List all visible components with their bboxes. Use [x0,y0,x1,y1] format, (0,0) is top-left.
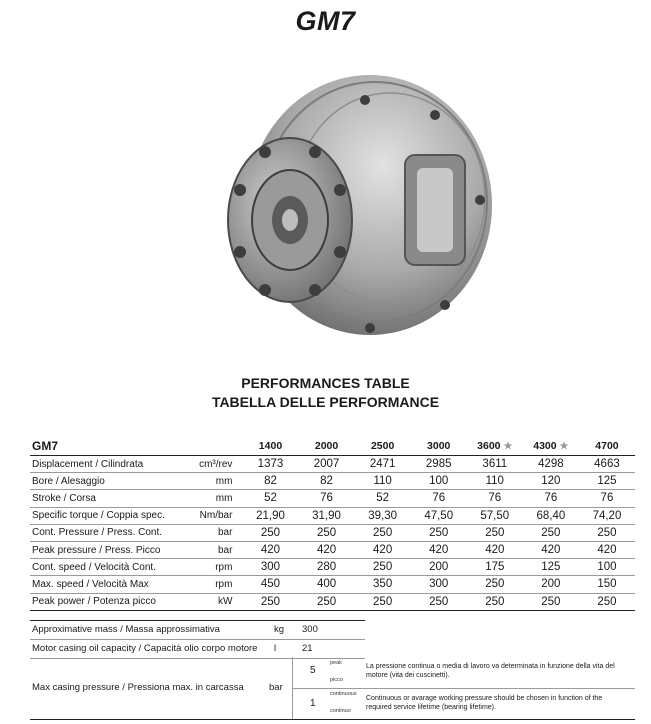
table-cell: 4663 [579,456,635,473]
star-icon: ★ [503,441,513,452]
table-row [30,541,635,558]
table-cell: 110 [355,473,411,490]
row-label: Max. speed / Velocità Max [30,576,178,593]
table-cell: 76 [411,490,467,507]
column-header: 2500 [355,437,411,456]
table-cell: 74,20 [579,507,635,524]
peak-value: 5 [310,665,316,676]
mass-label: Approximative mass / Massa approssimativa [32,624,220,635]
max-pressure-label: Max casing pressure / Pressiona max. in carcassa [32,682,244,693]
table-cell: 57,50 [467,507,523,524]
table-cell: 110 [467,473,523,490]
row-unit: mm [178,490,243,507]
column-header: 4700 [579,437,635,456]
table-cell: 2471 [355,456,411,473]
table-cell: 250 [411,593,467,610]
table-cell: 420 [579,541,635,558]
table-cell: 76 [523,490,579,507]
table-cell: 82 [299,473,355,490]
table-cell: 250 [242,593,298,610]
table-cell: 68,40 [523,507,579,524]
row-unit: cm³/rev [178,456,243,473]
table-cell: 250 [579,593,635,610]
continuous-tag-it: continuo [330,708,351,714]
row-unit: bar [178,524,243,541]
table-cell: 420 [355,541,411,558]
table-cell: 250 [579,524,635,541]
max-casing-pressure-block [30,657,635,720]
continuous-value: 1 [310,698,316,709]
table-cell: 120 [523,473,579,490]
table-cell: 125 [579,473,635,490]
table-cell: 350 [355,576,411,593]
table-title-en: PERFORMANCES TABLE [241,375,410,391]
row-label: Cont. speed / Velocità Cont. [30,559,178,576]
star-icon: ★ [559,441,569,452]
table-cell: 52 [355,490,411,507]
table-row [30,559,635,576]
hydraulic-motor-image [205,60,505,360]
table-cell: 82 [242,473,298,490]
table-cell: 420 [299,541,355,558]
table-cell: 3611 [467,456,523,473]
table-cell: 21,90 [242,507,298,524]
performance-table [30,437,635,611]
table-title-it: TABELLA DELLE PERFORMANCE [211,394,440,410]
table-cell: 250 [523,593,579,610]
table-cell: 450 [242,576,298,593]
oil-label: Motor casing oil capacity / Capacità olio corpo motore [32,643,258,654]
table-cell: 250 [467,593,523,610]
table-cell: 175 [467,559,523,576]
divider [292,688,635,689]
table-cell: 250 [355,524,411,541]
table-cell: 250 [355,593,411,610]
table-cell: 150 [579,576,635,593]
table-cell: 200 [523,576,579,593]
row-label: Bore / Alesaggio [30,473,178,490]
mass-row [30,620,365,640]
row-label: Displacement / Cilindrata [30,456,178,473]
table-cell: 125 [523,559,579,576]
row-unit: bar [178,541,243,558]
continuous-tag-en: continuous [330,691,357,697]
table-row [30,473,635,490]
table-cell: 76 [579,490,635,507]
table-row [30,593,635,610]
table-cell: 300 [411,576,467,593]
page-title: GM7 [295,6,356,36]
table-cell: 250 [242,524,298,541]
row-unit: mm [178,473,243,490]
table-cell: 250 [467,576,523,593]
table-cell: 1373 [242,456,298,473]
unit-header [178,437,243,456]
column-header: 1400 [242,437,298,456]
table-row [30,507,635,524]
mass-value: 300 [302,624,318,635]
model-label: GM7 [30,437,178,456]
mass-unit: kg [274,624,285,635]
table-cell: 2985 [411,456,467,473]
row-unit: Nm/bar [178,507,243,524]
table-cell: 250 [467,524,523,541]
table-cell: 39,30 [355,507,411,524]
column-header: 3000 [411,437,467,456]
table-cell: 76 [299,490,355,507]
table-row [30,576,635,593]
row-label: Stroke / Corsa [30,490,178,507]
table-cell: 420 [523,541,579,558]
table-row [30,524,635,541]
table-cell: 47,50 [411,507,467,524]
row-unit: rpm [178,576,243,593]
table-cell: 420 [411,541,467,558]
table-cell: 52 [242,490,298,507]
table-cell: 250 [411,524,467,541]
table-cell: 420 [242,541,298,558]
peak-note: La pressione continua o media di lavoro va determinata in funzione della vita del motore (vita dei cuscinetti). [366,663,615,679]
table-cell: 4298 [523,456,579,473]
table-cell: 100 [579,559,635,576]
table-row [30,456,635,473]
table-cell: 250 [299,524,355,541]
row-label: Specific torque / Coppia spec. [30,507,178,524]
table-cell: 31,90 [299,507,355,524]
table-cell: 300 [242,559,298,576]
table-cell: 100 [411,473,467,490]
table-row [30,490,635,507]
mass-oil-table [30,620,365,659]
table-cell: 420 [467,541,523,558]
table-cell: 250 [523,524,579,541]
table-header-row [30,437,635,456]
oil-unit: l [274,643,277,654]
row-unit: rpm [178,559,243,576]
table-cell: 2007 [299,456,355,473]
continuous-note: Continuous or avarage working pressure should be chosen in function of the required service lifetime (bearing lifetime). [366,695,603,711]
row-label: Cont. Pressure / Press. Cont. [30,524,178,541]
table-cell: 250 [355,559,411,576]
peak-tag-it: picco [330,677,343,683]
row-unit: kW [178,593,243,610]
row-label: Peak pressure / Press. Picco [30,541,178,558]
column-header: 4300 ★ [523,437,579,456]
max-pressure-unit: bar [269,682,283,693]
row-label: Peak power / Potenza picco [30,593,178,610]
peak-tag-en: peak [330,660,342,666]
column-header: 2000 [299,437,355,456]
column-header: 3600 ★ [467,437,523,456]
table-cell: 280 [299,559,355,576]
table-cell: 250 [299,593,355,610]
table-cell: 400 [299,576,355,593]
table-cell: 76 [467,490,523,507]
table-cell: 200 [411,559,467,576]
oil-value: 21 [302,643,313,654]
